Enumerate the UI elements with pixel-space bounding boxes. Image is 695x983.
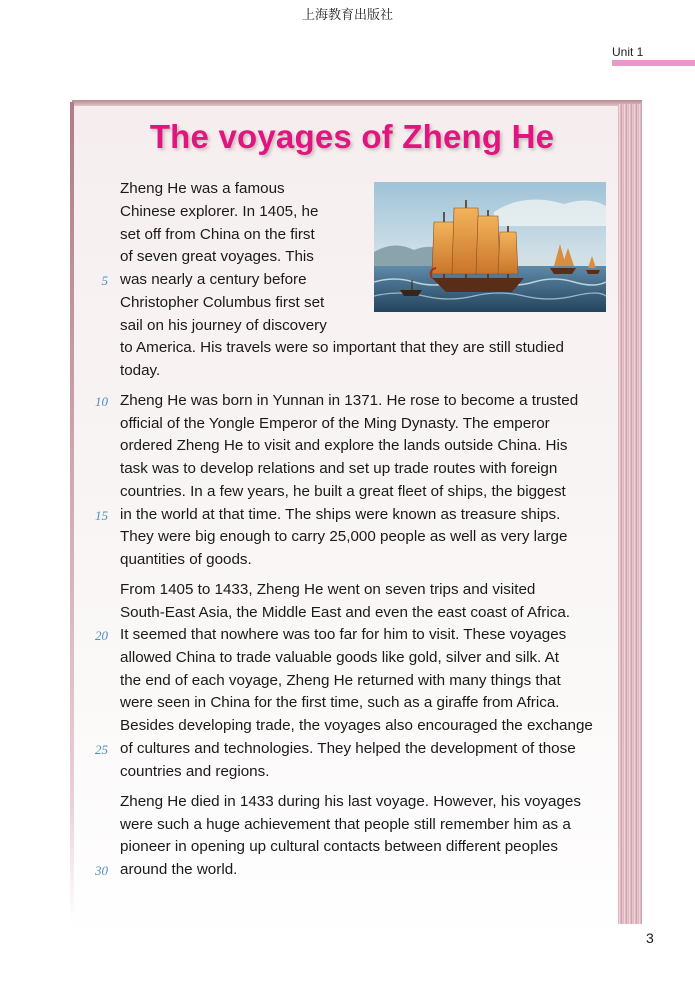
text-line: sail on his journey of discovery xyxy=(120,317,327,334)
text-line: Zheng He died in 1433 during his last voyage. However, his voyages xyxy=(120,793,581,810)
line-number: 10 xyxy=(95,394,108,409)
page-number: 3 xyxy=(646,930,654,946)
text-line: From 1405 to 1433, Zheng He went on seven trips and visited xyxy=(120,581,536,598)
text-line: allowed China to trade valuable goods like gold, silver and silk. At xyxy=(120,649,560,666)
text-line: of cultures and technologies. They helped the development of those xyxy=(120,740,576,757)
text-line: around the world. xyxy=(120,861,238,878)
line-number: 30 xyxy=(95,863,108,878)
text-line: in the world at that time. The ships were known as treasure ships. xyxy=(120,506,561,523)
text-line: Zheng He was a famous xyxy=(120,180,285,197)
text-line: task was to develop relations and set up trade routes with foreign xyxy=(120,460,558,477)
unit-label: Unit 1 xyxy=(612,45,644,59)
text-line: were seen in China for the first time, such as a giraffe from Africa. xyxy=(120,694,560,711)
text-line: was nearly a century before xyxy=(120,271,307,288)
unit-accent-bar xyxy=(612,60,695,66)
treasure-ship-painting xyxy=(374,182,606,312)
book-page-edges xyxy=(618,104,642,924)
text-line: the end of each voyage, Zheng He returned with many things that xyxy=(120,672,561,689)
text-line: of seven great voyages. This xyxy=(120,248,314,265)
text-line: Christopher Columbus first set xyxy=(120,294,325,311)
line-number: 5 xyxy=(101,273,108,288)
text-line: Zheng He was born in Yunnan in 1371. He rose to become a trusted xyxy=(120,392,579,409)
line-number: 25 xyxy=(95,742,108,757)
text-line: Besides developing trade, the voyages also encouraged the exchange xyxy=(120,717,593,734)
publisher-header: 上海教育出版社 xyxy=(301,8,393,23)
article-title: The voyages of Zheng He xyxy=(149,118,555,155)
text-line: quantities of goods. xyxy=(120,551,252,568)
text-line: countries. In a few years, he built a great fleet of ships, the biggest xyxy=(120,483,566,500)
text-line: They were big enough to carry 25,000 people as well as very large xyxy=(120,528,568,545)
text-line: ordered Zheng He to visit and explore the lands outside China. His xyxy=(120,437,568,454)
line-number: 20 xyxy=(95,628,108,643)
text-line: official of the Yongle Emperor of the Ming Dynasty. The emperor xyxy=(120,415,550,432)
text-line: were such a huge achievement that people still remember him as a xyxy=(120,816,571,833)
text-line: Chinese explorer. In 1405, he xyxy=(120,203,319,220)
text-line: countries and regions. xyxy=(120,763,270,780)
text-line: today. xyxy=(120,362,161,379)
text-line: South-East Asia, the Middle East and even the east coast of Africa. xyxy=(120,604,570,621)
text-line: pioneer in opening up cultural contacts between different peoples xyxy=(120,838,558,855)
text-line: to America. His travels were so important that they are still studied xyxy=(120,339,564,356)
line-number: 15 xyxy=(95,508,108,523)
text-line: set off from China on the first xyxy=(120,226,315,243)
text-line: It seemed that nowhere was too far for him to visit. These voyages xyxy=(120,626,567,643)
